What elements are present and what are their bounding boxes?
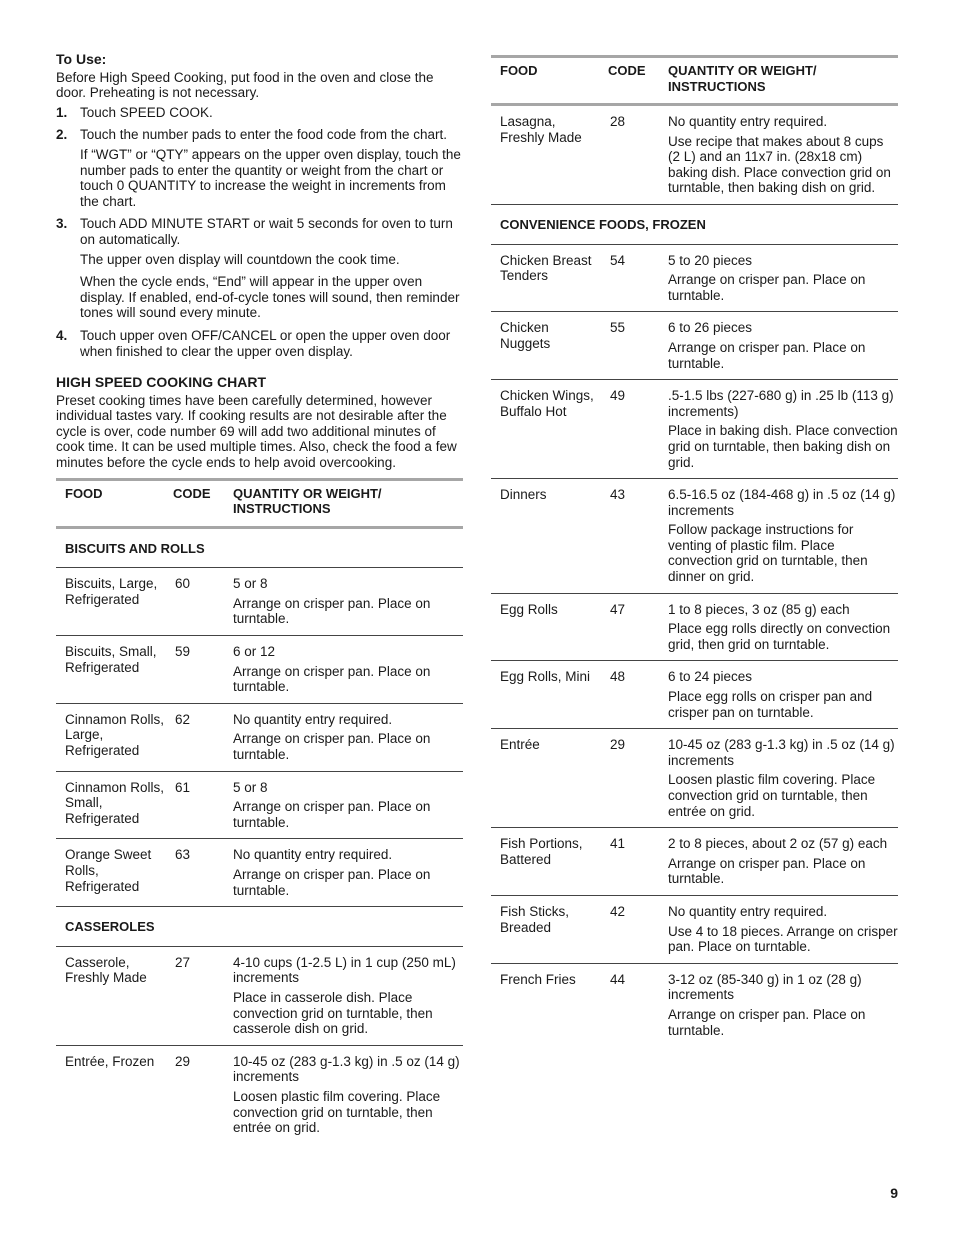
food-cell: Egg Rolls, Mini	[491, 661, 606, 729]
qty-text: .5-1.5 lbs (227-680 g) in .25 lb (113 g) increments)	[668, 388, 894, 419]
code-cell: 43	[606, 479, 668, 594]
instructions-text: Place egg rolls directly on convection grid, then grid on turntable.	[668, 621, 891, 652]
food-cell: Fish Portions, Battered	[491, 828, 606, 896]
qty-cell	[668, 828, 898, 896]
table-row	[491, 312, 898, 380]
page-number: 9	[890, 1185, 898, 1201]
instructions-text: Place in casserole dish. Place convection grid on turntable, then casserole dish on grid.	[233, 989, 433, 1037]
instructions-text: Use 4 to 18 pieces. Arrange on crisper pan. Place on turntable.	[668, 923, 898, 955]
header-code: CODE	[606, 57, 668, 105]
table-row	[491, 479, 898, 594]
qty-text: 5 or 8	[233, 779, 268, 795]
cooking-chart-left	[56, 478, 463, 1144]
qty-text: 6 or 12	[233, 644, 276, 660]
instructions-text: Use recipe that makes about 8 cups (2 L) and an 11x7 in. (28x18 cm) baking dish. Place convection grid on turntable, then baking dish on grid.	[668, 133, 891, 196]
table-row	[491, 661, 898, 729]
chart-heading: HIGH SPEED COOKING CHART	[56, 374, 267, 391]
header-code: CODE	[171, 479, 233, 527]
qty-text: 4-10 cups (1-2.5 L) in 1 cup (250 mL) increments	[233, 954, 456, 986]
code-cell: 60	[171, 568, 233, 636]
instructions-text: Loosen plastic film covering. Place convection grid on turntable, then entrée on grid.	[668, 772, 876, 819]
code-cell: 42	[606, 895, 668, 963]
right-column	[491, 55, 898, 1046]
code-cell: 27	[171, 946, 233, 1045]
qty-cell	[233, 1045, 463, 1143]
table-row	[491, 828, 898, 896]
step-number: 1.	[56, 104, 68, 120]
qty-cell	[668, 244, 898, 312]
qty-cell	[668, 105, 898, 205]
code-cell: 29	[606, 729, 668, 828]
qty-cell	[233, 703, 463, 771]
food-cell: Biscuits, Large, Refrigerated	[56, 568, 171, 636]
qty-text: No quantity entry required.	[233, 847, 393, 863]
section-title: BISCUITS AND ROLLS	[56, 527, 463, 568]
table-row	[491, 105, 898, 205]
qty-text: 10-45 oz (283 g-1.3 kg) in .5 oz (14 g) increments	[668, 737, 895, 768]
table-row	[56, 636, 463, 704]
instructions-text: Follow package instructions for venting of plastic film. Place convection grid on turntable, then dinner on grid.	[668, 522, 868, 585]
instructions-text: Arrange on crisper pan. Place on turntable.	[668, 272, 866, 303]
qty-cell	[668, 593, 898, 661]
instructions-text: Place egg rolls on crisper pan and crisper pan on turntable.	[668, 689, 873, 720]
qty-text: 6.5-16.5 oz (184-468 g) in .5 oz (14 g) increments	[668, 487, 896, 518]
food-cell: Cinnamon Rolls, Small, Refrigerated	[56, 771, 171, 839]
instructions-text: Arrange on crisper pan. Place on turntable.	[668, 1006, 866, 1038]
chart-intro-text: Preset cooking times have been carefully determined, however individual tastes vary. If cooking results are not desirable after the cycle is over, code number 69 will add two additional minutes of cook time. It can be used multiple times. Also, check the food a few minutes before the cycle ends to help avoid overcooking.	[56, 392, 457, 471]
qty-text: No quantity entry required.	[668, 114, 828, 129]
food-cell: Chicken Wings, Buffalo Hot	[491, 380, 606, 479]
step-item	[56, 216, 463, 321]
qty-text: 3-12 oz (85-340 g) in 1 oz (28 g) increments	[668, 971, 862, 1003]
table-row	[56, 771, 463, 839]
qty-cell	[233, 771, 463, 839]
section-title: CASSEROLES	[56, 907, 463, 947]
header-food: FOOD	[491, 57, 606, 105]
food-cell: Orange Sweet Rolls, Refrigerated	[56, 839, 171, 907]
table-row	[491, 963, 898, 1046]
instructions-text: Arrange on crisper pan. Place on turntable.	[668, 855, 866, 887]
qty-text: No quantity entry required.	[233, 711, 393, 727]
food-cell: Fish Sticks, Breaded	[491, 895, 606, 963]
section-title: CONVENIENCE FOODS, FROZEN	[491, 204, 898, 244]
qty-cell	[668, 312, 898, 380]
code-cell: 62	[171, 703, 233, 771]
food-cell: Casserole, Freshly Made	[56, 946, 171, 1045]
qty-text: 6 to 26 pieces	[668, 320, 753, 336]
food-cell: Lasagna, Freshly Made	[491, 105, 606, 205]
header-qty: QUANTITY OR WEIGHT/ INSTRUCTIONS	[668, 57, 898, 105]
food-cell: Egg Rolls	[491, 593, 606, 661]
qty-cell	[668, 729, 898, 828]
qty-cell	[668, 895, 898, 963]
instructions-text: Place in baking dish. Place convection grid on turntable, then baking dish on grid.	[668, 423, 898, 470]
to-use-steps	[56, 105, 463, 359]
table-row	[491, 593, 898, 661]
code-cell: 47	[606, 593, 668, 661]
table-row	[491, 895, 898, 963]
step-item	[56, 328, 463, 359]
table-row	[491, 729, 898, 828]
left-column	[56, 52, 463, 1144]
instructions-text: Arrange on crisper pan. Place on turntable.	[233, 595, 431, 627]
qty-cell	[233, 946, 463, 1045]
header-food: FOOD	[56, 479, 171, 527]
qty-cell	[668, 479, 898, 594]
code-cell: 59	[171, 636, 233, 704]
step-subtext: The upper oven display will countdown the cook time.	[80, 251, 400, 267]
qty-cell	[233, 568, 463, 636]
to-use-intro: Before High Speed Cooking, put food in the oven and close the door. Preheating is not necessary.	[56, 69, 434, 101]
table-header-row	[56, 479, 463, 527]
code-cell: 61	[171, 771, 233, 839]
food-cell: Biscuits, Small, Refrigerated	[56, 636, 171, 704]
qty-text: 2 to 8 pieces, about 2 oz (57 g) each	[668, 836, 888, 852]
step-text: Touch ADD MINUTE START or wait 5 seconds for oven to turn on automatically.	[80, 216, 453, 247]
qty-text: 10-45 oz (283 g-1.3 kg) in .5 oz (14 g) increments	[233, 1053, 460, 1085]
qty-text: No quantity entry required.	[668, 903, 828, 919]
qty-cell	[233, 839, 463, 907]
table-row	[56, 839, 463, 907]
step-item	[56, 127, 463, 209]
qty-text: 5 or 8	[233, 576, 268, 592]
step-text: Touch the number pads to enter the food code from the chart.	[80, 127, 447, 143]
qty-text: 6 to 24 pieces	[668, 669, 753, 685]
instructions-text: Arrange on crisper pan. Place on turntable.	[233, 663, 431, 695]
table-row	[56, 568, 463, 636]
table-row	[56, 946, 463, 1045]
step-subtext: When the cycle ends, “End” will appear in the upper oven display. If enabled, end-of-cycle tones will sound, then reminder tones will sound every minute.	[80, 274, 460, 321]
table-row	[491, 380, 898, 479]
code-cell: 29	[175, 1053, 191, 1069]
instructions-text: Loosen plastic film covering. Place convection grid on turntable, then entrée on grid.	[233, 1088, 441, 1136]
step-item	[56, 105, 463, 121]
qty-cell	[668, 380, 898, 479]
instructions-text: Arrange on crisper pan. Place on turntable.	[668, 339, 866, 371]
step-subtext: If “WGT” or “QTY” appears on the upper oven display, touch the number pads to enter the quantity or weight from the chart or touch 0 QUANTITY to increase the weight in increments from the chart.	[80, 146, 461, 209]
food-cell: Entrée, Frozen	[65, 1053, 155, 1069]
step-number: 4.	[56, 327, 68, 343]
qty-cell	[233, 636, 463, 704]
step-text: Touch upper oven OFF/CANCEL or open the upper oven door when finished to clear the upper oven display.	[80, 327, 451, 359]
table-header-row	[491, 57, 898, 105]
food-cell: Entrée	[491, 729, 606, 828]
qty-cell	[668, 963, 898, 1046]
code-cell: 28	[606, 105, 668, 205]
instructions-text: Arrange on crisper pan. Place on turntable.	[233, 799, 431, 830]
food-cell: Chicken Breast Tenders	[491, 244, 606, 312]
code-cell: 49	[606, 380, 668, 479]
food-cell: Cinnamon Rolls, Large, Refrigerated	[56, 703, 171, 771]
step-number: 3.	[56, 216, 68, 232]
code-cell: 55	[606, 312, 668, 380]
section-row	[491, 204, 898, 244]
code-cell: 41	[606, 828, 668, 896]
table-row	[56, 1045, 463, 1143]
code-cell: 63	[171, 839, 233, 907]
section-row	[56, 527, 463, 568]
table-row	[491, 244, 898, 312]
code-cell: 44	[610, 971, 626, 987]
code-cell: 54	[606, 244, 668, 312]
food-cell: Chicken Nuggets	[491, 312, 606, 380]
step-number: 2.	[56, 127, 68, 143]
food-cell: French Fries	[500, 971, 576, 987]
qty-text: 1 to 8 pieces, 3 oz (85 g) each	[668, 601, 850, 617]
instructions-text: Arrange on crisper pan. Place on turntable.	[233, 866, 431, 898]
code-cell: 48	[606, 661, 668, 729]
header-qty: QUANTITY OR WEIGHT/ INSTRUCTIONS	[233, 479, 463, 527]
table-row	[56, 703, 463, 771]
instructions-text: Arrange on crisper pan. Place on turntable.	[233, 731, 431, 762]
to-use-heading: To Use:	[56, 51, 107, 67]
section-row	[56, 907, 463, 947]
qty-cell	[668, 661, 898, 729]
cooking-chart-right	[491, 55, 898, 1046]
food-cell: Dinners	[491, 479, 606, 594]
qty-text: 5 to 20 pieces	[668, 252, 753, 268]
step-text: Touch SPEED COOK.	[80, 104, 213, 120]
